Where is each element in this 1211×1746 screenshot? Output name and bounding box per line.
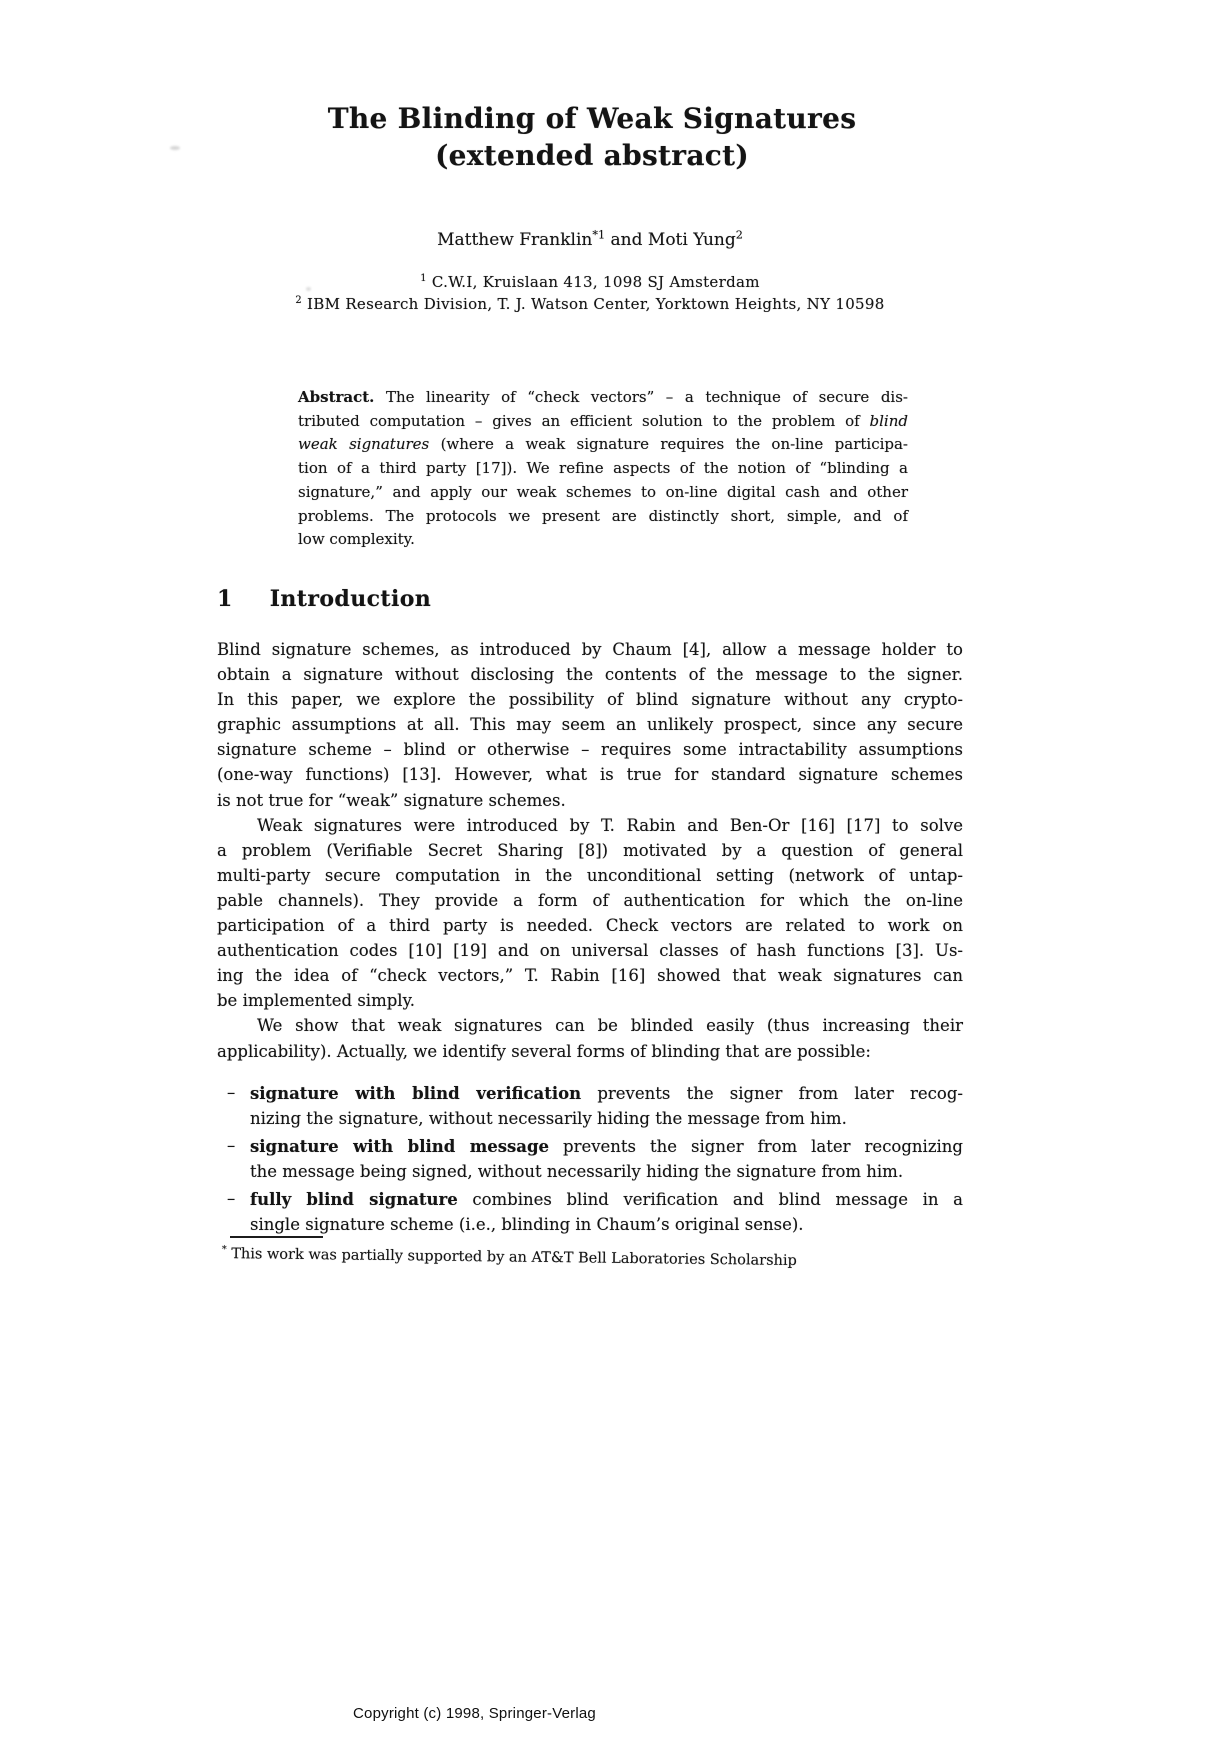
footnote-rule: [230, 1236, 323, 1238]
list-item-text: [250, 1187, 963, 1237]
list-item-fully-blind: [217, 1187, 963, 1237]
blinding-forms-list: [217, 1081, 963, 1238]
text-line: signature with blind message prevents the signer from later recognizing: [250, 1136, 963, 1156]
text-line: $^1$ C.W.I, Kruislaan 413, 1098 SJ Amsterdam: [420, 273, 760, 291]
text-line: weak signatures (where a weak signature requires the on-line participa-: [298, 435, 909, 454]
paper-title: [219, 100, 965, 174]
text-line: the message being signed, without necessarily hiding the signature from him.: [250, 1161, 904, 1181]
text-line: graphic assumptions at all. This may seem an unlikely prospect, since any secure: [217, 715, 963, 735]
text-line: Weak signatures were introduced by T. Rabin and Ben-Or [16] [17] to solve: [257, 815, 963, 835]
scan-artifact: [170, 146, 180, 150]
text-line: Matthew Franklin$^{*1}$ and Moti Yung$^2$: [437, 228, 743, 250]
text-line: Blind signature schemes, as introduced by Chaum [4], allow a message holder to: [217, 640, 963, 659]
text-line: is not true for “weak” signature schemes.: [217, 790, 566, 810]
section-title: Introduction: [269, 586, 432, 612]
section-heading: [217, 586, 431, 612]
text-line: a problem (Verifiable Secret Sharing [8]) motivated by a question of general: [217, 840, 963, 860]
text-line: signature scheme – blind or otherwise – requires some intractability assumptions: [217, 740, 963, 760]
text-line: The Blinding of Weak Signatures: [327, 102, 857, 135]
list-item-text: [250, 1134, 963, 1184]
dash-bullet: –: [227, 1188, 236, 1208]
text-line: low complexity.: [298, 530, 415, 549]
dash-bullet: –: [227, 1135, 236, 1155]
section-number: 1: [217, 586, 233, 612]
paragraph-3: [217, 1013, 963, 1063]
text-line: obtain a signature without disclosing the contents of the message to the signer.: [217, 665, 963, 685]
text-line: tion of a third party [17]). We refine aspects of the notion of “blinding a: [298, 459, 908, 478]
text-line: * This work was partially supported by an AT&T Bell Laboratories Scholarship: [221, 1244, 797, 1270]
text-line: nizing the signature, without necessarily hiding the message from him.: [250, 1108, 847, 1128]
text-line: authentication codes [10] [19] and on universal classes of hash functions [3]. Us-: [217, 941, 963, 961]
text-line: problems. The protocols we present are distinctly short, simple, and of: [298, 506, 908, 525]
body-text: [217, 637, 963, 1237]
text-line: signature with blind verification prevents the signer from later recog-: [250, 1083, 963, 1103]
text-line: multi-party secure computation in the unconditional setting (network of untap-: [217, 865, 963, 885]
text-line: fully blind signature combines blind verification and blind message in a: [250, 1189, 964, 1209]
text-line: be implemented simply.: [217, 991, 415, 1011]
list-item-blind-verification: [217, 1081, 963, 1131]
authors-line: [217, 228, 963, 252]
footer-copyright: Copyright (c) 1998, Springer-Verlag: [353, 1705, 596, 1722]
dash-bullet: –: [227, 1082, 236, 1102]
text-line: tributed computation – gives an efficient solution to the problem of blind: [298, 411, 908, 430]
text-line: (extended abstract): [435, 139, 749, 172]
list-item-blind-message: [217, 1134, 963, 1184]
text-line: single signature scheme (i.e., blinding in Chaum’s original sense).: [250, 1215, 804, 1235]
text-line: $^2$ IBM Research Division, T. J. Watson Center, Yorktown Heights, NY 10598: [295, 294, 885, 313]
paragraph-2: [217, 813, 963, 1014]
text-line: (one-way functions) [13]. However, what is true for standard signature schemes: [217, 765, 963, 785]
affiliations: [217, 272, 963, 315]
abstract-block: [298, 386, 908, 552]
text-line: pable channels). They provide a form of authentication for which the on-line: [217, 890, 963, 910]
text-line: Abstract. The linearity of “check vectors” – a technique of secure dis-: [298, 388, 908, 406]
text-line: In this paper, we explore the possibility of blind signature without any crypto-: [217, 690, 963, 710]
text-line: applicability). Actually, we identify several forms of blinding that are possible:: [217, 1041, 871, 1061]
list-item-text: [250, 1081, 963, 1131]
text-line: participation of a third party is needed. Check vectors are related to work on: [217, 916, 963, 936]
text-line: ing the idea of “check vectors,” T. Rabin [16] showed that weak signatures can: [217, 966, 963, 986]
paragraph-1: [217, 637, 963, 813]
footnote: [222, 1243, 862, 1273]
text-line: signature,” and apply our weak schemes to on-line digital cash and other: [298, 482, 908, 501]
text-line: We show that weak signatures can be blinded easily (thus increasing their: [257, 1016, 963, 1036]
